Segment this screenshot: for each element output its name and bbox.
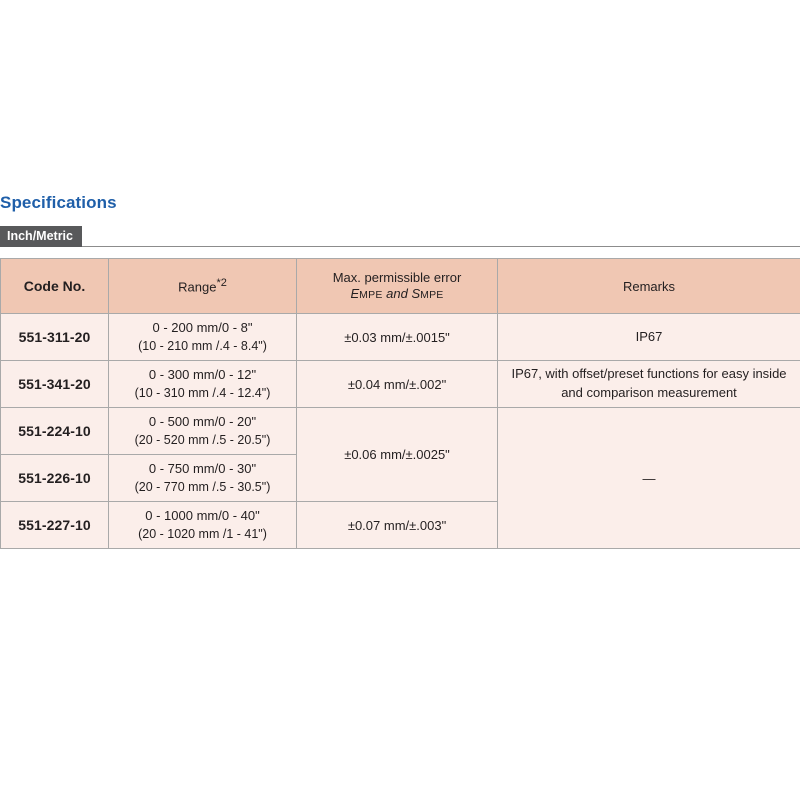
range-line-primary: 0 - 1000 mm/0 - 40" (145, 507, 260, 523)
mpe-symbol-e: E (350, 285, 360, 301)
column-header-range (109, 259, 297, 314)
range-line-primary: 0 - 200 mm/0 - 8" (152, 319, 253, 335)
page-title: Specifications (0, 193, 117, 212)
range-line-secondary: (20 - 520 mm /.5 - 20.5") (134, 433, 271, 448)
cell-code: 551-227-10 (1, 502, 109, 549)
range-line-primary: 0 - 750 mm/0 - 30" (148, 460, 257, 476)
column-header-range-note: *2 (216, 277, 227, 290)
column-header-mpe-line1: Max. permissible error (332, 269, 462, 285)
mpe-subscript-2: MPE (420, 288, 444, 301)
range-line-primary: 0 - 500 mm/0 - 20" (148, 413, 257, 429)
cell-range (109, 361, 297, 408)
cell-code: 551-224-10 (1, 408, 109, 455)
tab-bar (0, 226, 800, 247)
column-header-mpe (297, 259, 498, 314)
range-line-secondary: (10 - 310 mm /.4 - 12.4") (134, 386, 271, 401)
range-line-secondary: (20 - 770 mm /.5 - 30.5") (134, 480, 271, 495)
table-row (1, 408, 800, 455)
range-line-secondary: (20 - 1020 mm /1 - 41") (138, 527, 267, 542)
cell-mpe: ±0.06 mm/±.0025" (297, 408, 498, 502)
cell-remarks (498, 361, 800, 408)
range-line-secondary: (10 - 210 mm /.4 - 8.4") (138, 339, 267, 354)
tab-inch-metric[interactable]: Inch/Metric (0, 226, 82, 247)
table-row (1, 314, 800, 361)
remarks-text: IP67 (635, 328, 663, 344)
cell-range (109, 408, 297, 455)
table-row (1, 361, 800, 408)
cell-code: 551-341-20 (1, 361, 109, 408)
column-header-mpe-line2 (297, 285, 497, 303)
mpe-symbol-s: S (411, 285, 421, 301)
cell-mpe: ±0.07 mm/±.003" (297, 502, 498, 549)
cell-remarks (498, 314, 800, 361)
cell-code: 551-311-20 (1, 314, 109, 361)
table-header (1, 259, 800, 314)
cell-range (109, 455, 297, 502)
cell-code: 551-226-10 (1, 455, 109, 502)
specifications-table (0, 258, 800, 549)
table-header-row (1, 259, 800, 314)
table-body (1, 314, 800, 549)
cell-mpe: ±0.04 mm/±.002" (297, 361, 498, 408)
remarks-text: IP67, with offset/preset functions for easy inside and comparison measurement (511, 366, 787, 400)
cell-range (109, 502, 297, 549)
mpe-conjunction: and (382, 285, 412, 301)
cell-mpe: ±0.03 mm/±.0015" (297, 314, 498, 361)
column-header-range-label: Range (178, 279, 217, 295)
cell-range (109, 314, 297, 361)
mpe-subscript-1: MPE (359, 288, 383, 301)
column-header-code: Code No. (1, 259, 109, 314)
column-header-remarks: Remarks (498, 259, 800, 314)
cell-remarks: — (498, 408, 800, 549)
range-line-primary: 0 - 300 mm/0 - 12" (148, 366, 257, 382)
